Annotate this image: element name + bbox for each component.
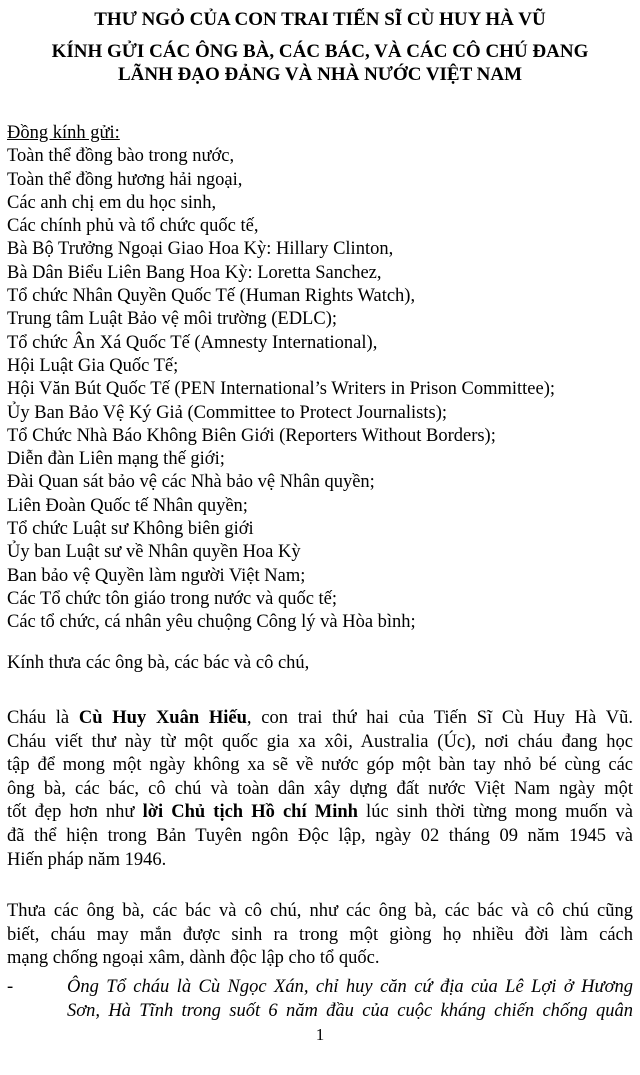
letter-title-line-2: KÍNH GỬI CÁC ÔNG BÀ, CÁC BÁC, VÀ CÁC CÔ CHÚ ĐANG [51,41,589,62]
paragraph-line: Thưa các ông bà, các bác và cô chú, như các ông bà, các bác và cô chú cũng [7,901,633,921]
greeting: Kính thưa các ông bà, các bác và cô chú, [7,653,310,673]
emphasis-quote: lời Chủ tịch Hồ chí Minh [142,802,358,823]
recipient-line: Tổ chức Ân Xá Quốc Tế (Amnesty International), [7,332,378,353]
recipient-line: Tổ chức Nhân Quyền Quốc Tế (Human Rights Watch), [7,286,416,307]
recipients-list [7,122,637,635]
page-number: 1 [315,1025,325,1044]
recipient-line: Bà Bộ Trưởng Ngoại Giao Hoa Kỳ: Hillary Clinton, [7,239,394,260]
recipient-line: Đài Quan sát bảo vệ các Nhà bảo vệ Nhân quyền; [7,472,375,493]
bullet-item-ancestor [67,976,633,1023]
paragraph-line: biết, cháu may mắn được sinh ra trong một giòng họ nhiều đời làm cách [7,924,633,945]
recipient-line: Diễn đàn Liên mạng thế giới; [7,449,225,470]
recipient-line: Hội Văn Bút Quốc Tế (PEN International’s Writers in Prison Committee); [7,379,556,400]
letter-title-line-3: LÃNH ĐẠO ĐẢNG VÀ NHÀ NƯỚC VIỆT NAM [117,64,523,85]
author-name: Cù Huy Xuân Hiếu [78,708,247,728]
recipient-line: Tổ Chức Nhà Báo Không Biên Giới (Reporters Without Borders); [7,425,496,446]
paragraph-line [7,707,633,731]
recipients-heading: Đồng kính gửi: [7,123,120,143]
paragraph-line: đã thể hiện trong Bản Tuyên ngôn Độc lập, ngày 02 tháng 09 năm 1945 và [7,825,633,846]
recipient-line: Bà Dân Biểu Liên Bang Hoa Kỳ: Loretta Sanchez, [7,262,382,283]
text-run: Cháu là [7,708,79,728]
recipient-line: Các chính phủ và tổ chức quốc tế, [7,216,259,237]
recipient-line: Liên Đoàn Quốc tế Nhân quyền; [7,495,248,516]
recipient-line: Các tổ chức, cá nhân yêu chuộng Công lý và Hòa bình; [7,612,416,633]
letter-title-line-1: THƯ NGỎ CỦA CON TRAI TIẾN SĨ CÙ HUY HÀ VŨ [94,9,546,30]
recipient-line: Trung tâm Luật Bảo vệ môi trường (EDLC); [7,309,337,330]
paragraph-family [7,900,633,971]
recipient-line: Các anh chị em du học sinh, [7,192,217,213]
recipient-line: Toàn thể đồng hương hải ngoại, [7,169,243,190]
recipient-line: Các Tổ chức tôn giáo trong nước và quốc tế; [7,588,338,609]
text-run: tốt đẹp hơn như [7,802,143,823]
paragraph-line: mạng chống ngoại xâm, dành độc lập cho tổ quốc. [7,948,380,969]
paragraph-introduction [7,707,633,872]
text-run: , con trai thứ hai của Tiến Sĩ Cù Huy Hà Vũ. [246,708,634,728]
recipient-line: Ủy ban Luật sư về Nhân quyền Hoa Kỳ [7,542,301,563]
text-run: lúc sinh thời từng mong muốn và [357,802,633,823]
recipient-line: Hội Luật Gia Quốc Tế; [7,355,179,376]
recipient-line: Tổ chức Luật sư Không biên giới [7,519,254,540]
paragraph-line: tập để mong một ngày không xa sẽ về nước góp một bàn tay nhỏ bé cùng các [7,755,633,776]
recipient-line: Ban bảo vệ Quyền làm người Việt Nam; [7,565,306,586]
recipient-line: Ủy Ban Bảo Vệ Ký Giả (Committee to Protect Journalists); [7,402,447,423]
paragraph-line: Cháu viết thư này từ một quốc gia xa xôi, Australia (Úc), nơi cháu đang học [7,731,633,752]
paragraph-line: Hiến pháp năm 1946. [7,849,167,870]
recipient-line: Toàn thể đồng bào trong nước, [7,146,235,167]
paragraph-line: Sơn, Hà Tĩnh trong suốt 6 năm đầu của cuộc kháng chiến chống quân [67,1000,633,1021]
paragraph-line [7,801,633,825]
paragraph-line: Ông Tổ cháu là Cù Ngọc Xán, chỉ huy căn cứ địa của Lê Lợi ở Hương [67,977,633,997]
paragraph-line: ông bà, các bác, cô chú và toàn dân xây dựng đất nước Việt Nam ngày một [7,778,633,799]
bullet-marker: - [7,977,14,997]
